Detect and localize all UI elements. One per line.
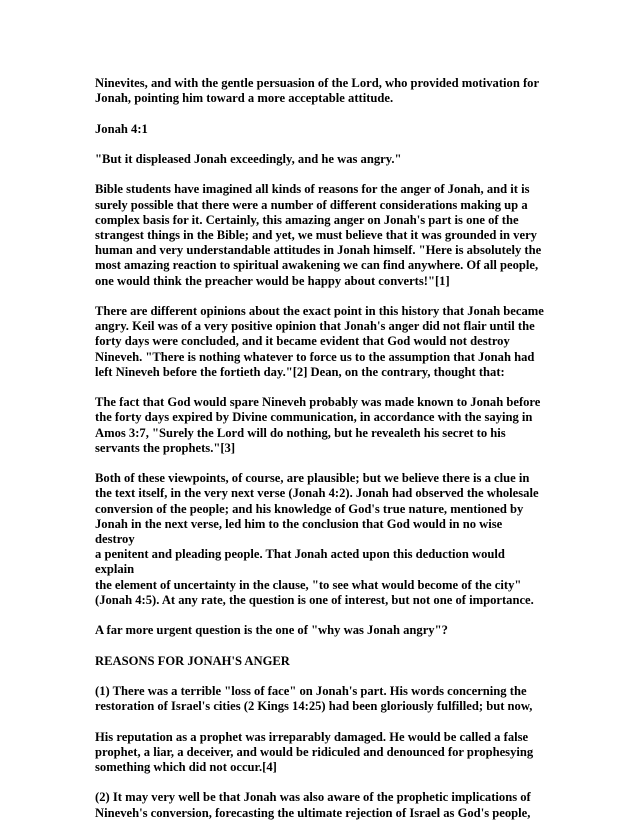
scripture-reference: Jonah 4:1 bbox=[95, 121, 148, 136]
paragraph-dean-quote: The fact that God would spare Nineveh probably was made known to Jonah before the forty days expired by Divine communication, in accordance with the saying in Amos 3:7, "Surely the Lord will do nothing, but he revealeth his secret to his servants the prophets."[3] bbox=[95, 395, 541, 455]
paragraph-prophetic-implications: (2) It may very well be that Jonah was also aware of the prophetic implications of Nineveh's conversion, forecasting the ultimate rejection of Israel as God's people, bbox=[95, 790, 531, 820]
paragraph-reputation: His reputation as a prophet was irreparably damaged. He would be called a false prophet, a liar, a deceiver, and would be ridiculed and denounced for prophesying something which did not occur.[4] bbox=[95, 729, 534, 774]
paragraph-ninevites-intro: Ninevites, and with the gentle persuasion of the Lord, who provided motivation for Jonah, pointing him toward a more acceptable attitude. bbox=[95, 76, 540, 106]
paragraph-loss-of-face: (1) There was a terrible "loss of face" on Jonah's part. His words concerning the restoration of Israel's cities (2 Kings 14:25) had been gloriously fulfilled; but now, bbox=[95, 683, 533, 714]
paragraph-reasons-for-anger: Bible students have imagined all kinds of reasons for the anger of Jonah, and it is surely possible that there were a number of different considerations making up a complex basis for it. Certainly, this amazing anger on Jonah's part is one of the strangest things in the Bible; and yet, we must believe that it was grounded in very human and very understandable attitudes in Jonah himself. "Here is absolutely the most amazing reaction to spiritual awakening we can find anywhere. Of all people, one would think the preacher would be happy about converts!"[1] bbox=[95, 182, 542, 288]
paragraph-urgent-question: A far more urgent question is the one of "why was Jonah angry"? bbox=[95, 623, 448, 638]
scripture-quote: "But it displeased Jonah exceedingly, and he was angry." bbox=[95, 151, 402, 166]
paragraph-opinions-timing: There are different opinions about the exact point in this history that Jonah became angry. Keil was of a very positive opinion that Jonah's anger did not flair until the forty days were concluded, and it became evident that God would not destroy Nineveh. "There is nothing whatever to force us to the assumption that Jonah had left Nineveh before the fortieth day."[2] Dean, on the contrary, thought that: bbox=[95, 303, 544, 379]
document-page bbox=[95, 76, 545, 821]
section-heading: REASONS FOR JONAH'S ANGER bbox=[95, 653, 290, 668]
paragraph-viewpoints: Both of these viewpoints, of course, are plausible; but we believe there is a clue in the text itself, in the very next verse (Jonah 4:2). Jonah had observed the wholesale conversion of the people; and his knowledge of God's true nature, mentioned by Jonah in the next verse, led him to the conclusion that God would in no wise destroy a penitent and pleading people. That Jonah acted upon this deduction would explain the element of uncertainty in the clause, "to see what would become of the city" (Jonah 4:5). At any rate, the question is one of interest, but not one of importance. bbox=[95, 471, 539, 607]
